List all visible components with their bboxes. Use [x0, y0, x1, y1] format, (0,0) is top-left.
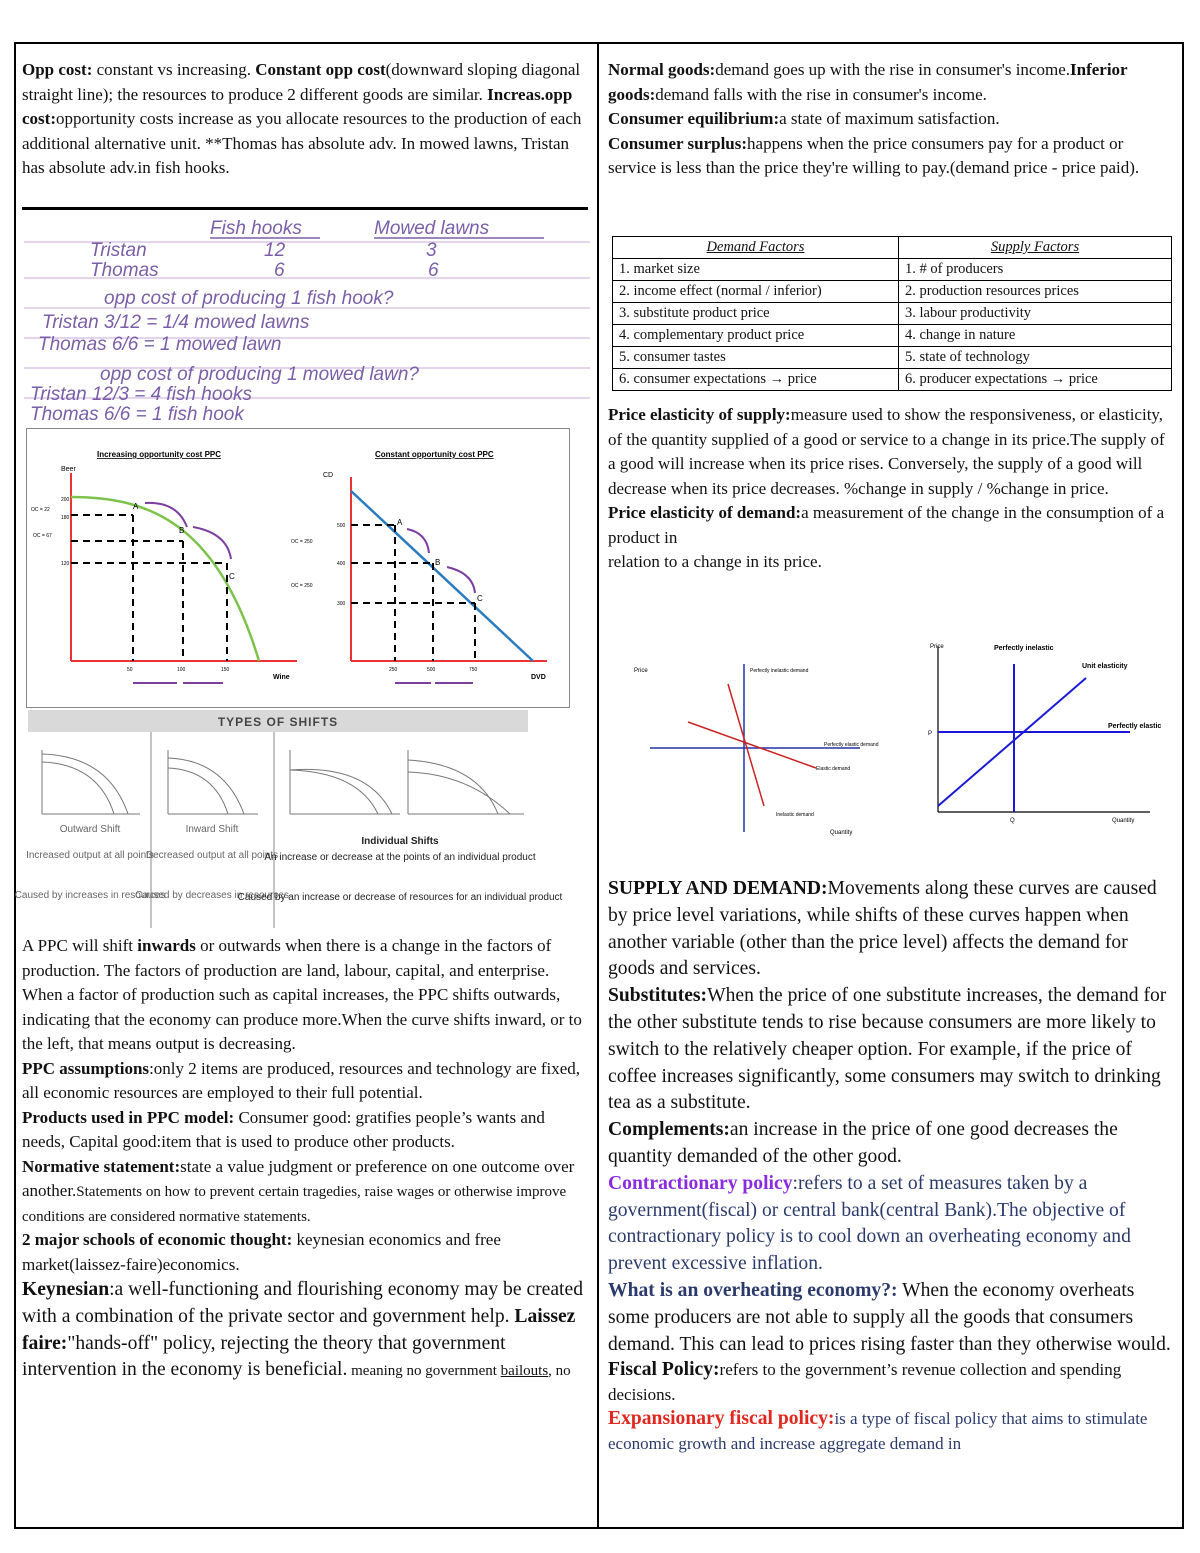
right-intro [608, 58, 1173, 181]
svg-text:6: 6 [428, 260, 439, 281]
notes-col1: Fish hooks [210, 218, 302, 239]
svg-text:200: 200 [61, 497, 70, 503]
contractionary-policy: Contractionary policy:refers to a set of measures taken by a government(fiscal) or central bank(central Bank).The objective of contractionary policy is to cool down an overheating economy and prevent excessive inflation. [608, 1172, 1131, 1275]
svg-text:50: 50 [127, 667, 133, 673]
svg-text:opp cost of producing 1 mowed: opp cost of producing 1 mowed lawn? [100, 364, 419, 385]
normative-statement: Normative statement:state a value judgment or preference on one outcome over another.Statements on how to prevent certain tragedies, raise wages or otherwise improve conditions are considered normative statements. [22, 1156, 575, 1225]
left-intro [22, 58, 590, 181]
types-of-shifts [14, 710, 563, 928]
svg-text:Elastic demand: Elastic demand [816, 766, 851, 772]
svg-text:Perfectly inelastic: Perfectly inelastic [994, 645, 1054, 652]
expansionary-fiscal-policy: Expansionary fiscal policy:is a type of fiscal policy that aims to stimulate economic growth and increase aggregate demand in [608, 1408, 1148, 1453]
ppc-left-title: Increasing opportunity cost PPC [97, 450, 222, 459]
svg-text:Caused by increases in resourc: Caused by increases in resources [14, 890, 166, 901]
supply-and-demand: SUPPLY AND DEMAND:Movements along these curves are caused by price level variations, while shifts of these curves happen when another variable (other than the price level) affects the demand for goods and services. [608, 878, 1157, 980]
svg-text:Inelastic demand: Inelastic demand [776, 812, 814, 818]
svg-text:C: C [229, 572, 235, 581]
handwritten-notes [24, 212, 590, 424]
svg-text:Quantity: Quantity [830, 830, 853, 836]
column-divider [597, 42, 599, 1529]
svg-text:Tristan 12/3 = 4 fish hooks: Tristan 12/3 = 4 fish hooks [30, 384, 252, 405]
svg-text:6: 6 [274, 260, 285, 281]
factors-table: Demand Factors Supply Factors 1. market size 1. # of producers 2. income effect (normal / inferior) 2. production resources prices 3. substitute product price 3. labour productivity 4. complementary product price 4. change in nature 5. consumer tastes 5. state of technology 6. consumer expectations → price 6. producer expectations → price [612, 236, 1172, 391]
svg-text:Perfectly elastic: Perfectly elastic [1108, 723, 1162, 730]
svg-text:Outward Shift: Outward Shift [59, 824, 121, 835]
ppc-products: Products used in PPC model: Consumer good: gratifies people’s wants and needs, Capital good:item that is used to produce other products. [22, 1107, 545, 1151]
svg-text:Perfectly elastic demand: Perfectly elastic demand [824, 742, 879, 748]
overheating-economy: What is an overheating economy?: When the economy overheats some producers are not able to supply all the goods that consumers demand. This can lead to prices rising faster than they otherwise would. [608, 1279, 1171, 1355]
shifts-title: TYPES OF SHIFTS [217, 715, 339, 729]
svg-text:CD: CD [323, 472, 334, 479]
svg-text:Decreased output at all points: Decreased output at all points [145, 850, 279, 861]
svg-text:120: 120 [61, 561, 70, 567]
ppc-constant-line [351, 491, 533, 661]
normal-inferior-goods: Normal goods:demand goes up with the rise in consumer's income.Inferior goods:demand falls with the rise in consumer's income. [608, 60, 1128, 104]
svg-text:Beer: Beer [61, 466, 76, 473]
svg-text:750: 750 [469, 667, 478, 673]
right-elasticity [608, 403, 1173, 575]
svg-text:opp cost of producing 1 fish h: opp cost of producing 1 fish hook? [104, 288, 394, 309]
svg-text:Wine: Wine [273, 674, 290, 681]
svg-text:250: 250 [389, 667, 398, 673]
svg-text:Thomas 6/6 = 1 mowed lawn: Thomas 6/6 = 1 mowed lawn [38, 334, 282, 355]
consumer-surplus: Consumer surplus:happens when the price consumers pay for a product or service is less than the price they're willing to pay.(demand price - price paid). [608, 133, 1140, 177]
svg-text:C: C [477, 594, 483, 603]
svg-text:Price: Price [930, 644, 944, 650]
schools-of-thought: 2 major schools of economic thought: keynesian economics and free market(laissez-faire)economics. [22, 1230, 501, 1274]
svg-text:300: 300 [337, 601, 346, 607]
right-body [608, 876, 1173, 1456]
svg-text:400: 400 [337, 561, 346, 567]
elasticity-graphs [620, 636, 1180, 846]
price-elasticity-demand: Price elasticity of demand:a measurement of the change in the consumption of a product in relation to a change in its price. [608, 503, 1165, 571]
svg-text:Price: Price [634, 668, 648, 674]
svg-text:Increased output at all points: Increased output at all points [26, 850, 154, 861]
substitutes: Substitutes:When the price of one substitute increases, the demand for the other substitute tends to rise because consumers are more likely to switch to the relatively cheaper option. For example, if the price of coffee increases significantly, some consumers may switch to drinking tea as a substitute. [608, 985, 1167, 1114]
svg-text:Caused by an increase or decre: Caused by an increase or decrease of resources for an individual product [237, 892, 563, 903]
svg-text:180: 180 [61, 515, 70, 521]
section-rule [22, 207, 588, 210]
ppc-right-title: Constant opportunity cost PPC [375, 450, 494, 459]
keynesian-laissez-faire: Keynesian:a well-functioning and flourishing economy may be created with a combination of the private sector and government help. Laissez faire:"hands-off" policy, rejecting the theory that government intervention in the economy is beneficial. meaning no government bailouts, no [22, 1279, 583, 1381]
svg-text:Quantity: Quantity [1112, 818, 1135, 824]
svg-text:Inward Shift: Inward Shift [185, 824, 239, 835]
price-elasticity-supply: Price elasticity of supply:measure used to show the responsiveness, or elasticity, of the quantity supplied of a good or service to a change in its price.The supply of a good will increase when its price rises. Conversely, the supply of a good will decrease when its price decreases. %change in supply / %change in price. [608, 405, 1165, 498]
ppc-graphs [26, 428, 570, 708]
svg-text:500: 500 [427, 667, 436, 673]
svg-text:12: 12 [264, 240, 286, 261]
ppc-assumptions: PPC assumptions:only 2 items are produced, resources and technology are fixed, all economic resources are employed to their full potential. [22, 1058, 581, 1102]
svg-text:OC = 22: OC = 22 [31, 507, 50, 513]
svg-text:Unit elasticity: Unit elasticity [1082, 663, 1128, 670]
svg-text:500: 500 [337, 523, 346, 529]
svg-text:An increase or decrease at the: An increase or decrease at the points of an individual product [264, 852, 536, 863]
svg-text:150: 150 [221, 667, 230, 673]
svg-text:Individual Shifts: Individual Shifts [361, 836, 439, 847]
svg-text:B: B [179, 526, 185, 535]
svg-text:Perfectly inelastic demand: Perfectly inelastic demand [750, 668, 809, 674]
svg-text:Thomas: Thomas [90, 260, 159, 281]
svg-text:DVD: DVD [531, 674, 546, 681]
fiscal-policy: Fiscal Policy:refers to the government’s revenue collection and spending decisions. [608, 1359, 1122, 1404]
svg-text:P: P [928, 731, 933, 737]
ppc-shift-paragraph: A PPC will shift inwards or outwards when there is a change in the factors of production. The factors of production are land, labour, capital, and enterprise. When a factor of production such as capital increases, the PPC shifts outwards, indicating that the economy can produce more.When the curve shifts inward, or to the left, that means output is decreasing. [22, 936, 582, 1053]
svg-text:B: B [435, 558, 441, 567]
svg-text:3: 3 [426, 240, 437, 261]
consumer-equilibrium: Consumer equilibrium:a state of maximum satisfaction. [608, 109, 1000, 128]
svg-text:Thomas 6/6 = 1 fish hook: Thomas 6/6 = 1 fish hook [30, 404, 244, 425]
left-body [22, 934, 590, 1385]
svg-text:Tristan 3/12 = 1/4 mowed lawn: Tristan 3/12 = 1/4 mowed lawns [42, 312, 310, 333]
svg-text:100: 100 [177, 667, 186, 673]
svg-text:Tristan: Tristan [90, 240, 147, 261]
notes-col2: Mowed lawns [374, 218, 490, 239]
svg-text:Caused by decreases in resourc: Caused by decreases in resources [135, 890, 289, 901]
complements: Complements:an increase in the price of one good decreases the quantity demanded of the other good. [608, 1119, 1118, 1167]
opp-cost-paragraph: Opp cost: constant vs increasing. Constant opp cost(downward sloping diagonal straight line); the resources to produce 2 different goods are similar. Increas.opp cost:opportunity costs increase as you allocate resources to the production of each additional alternative unit. **Thomas has absolute adv. In mowed lawns, Tristan has absolute adv.in fish hooks. [22, 60, 582, 177]
svg-text:OC = 67: OC = 67 [33, 533, 52, 539]
svg-text:Q: Q [1010, 818, 1015, 824]
svg-text:OC = 250: OC = 250 [291, 583, 313, 589]
svg-text:A: A [133, 502, 139, 511]
svg-text:A: A [397, 518, 403, 527]
svg-text:OC = 250: OC = 250 [291, 539, 313, 545]
